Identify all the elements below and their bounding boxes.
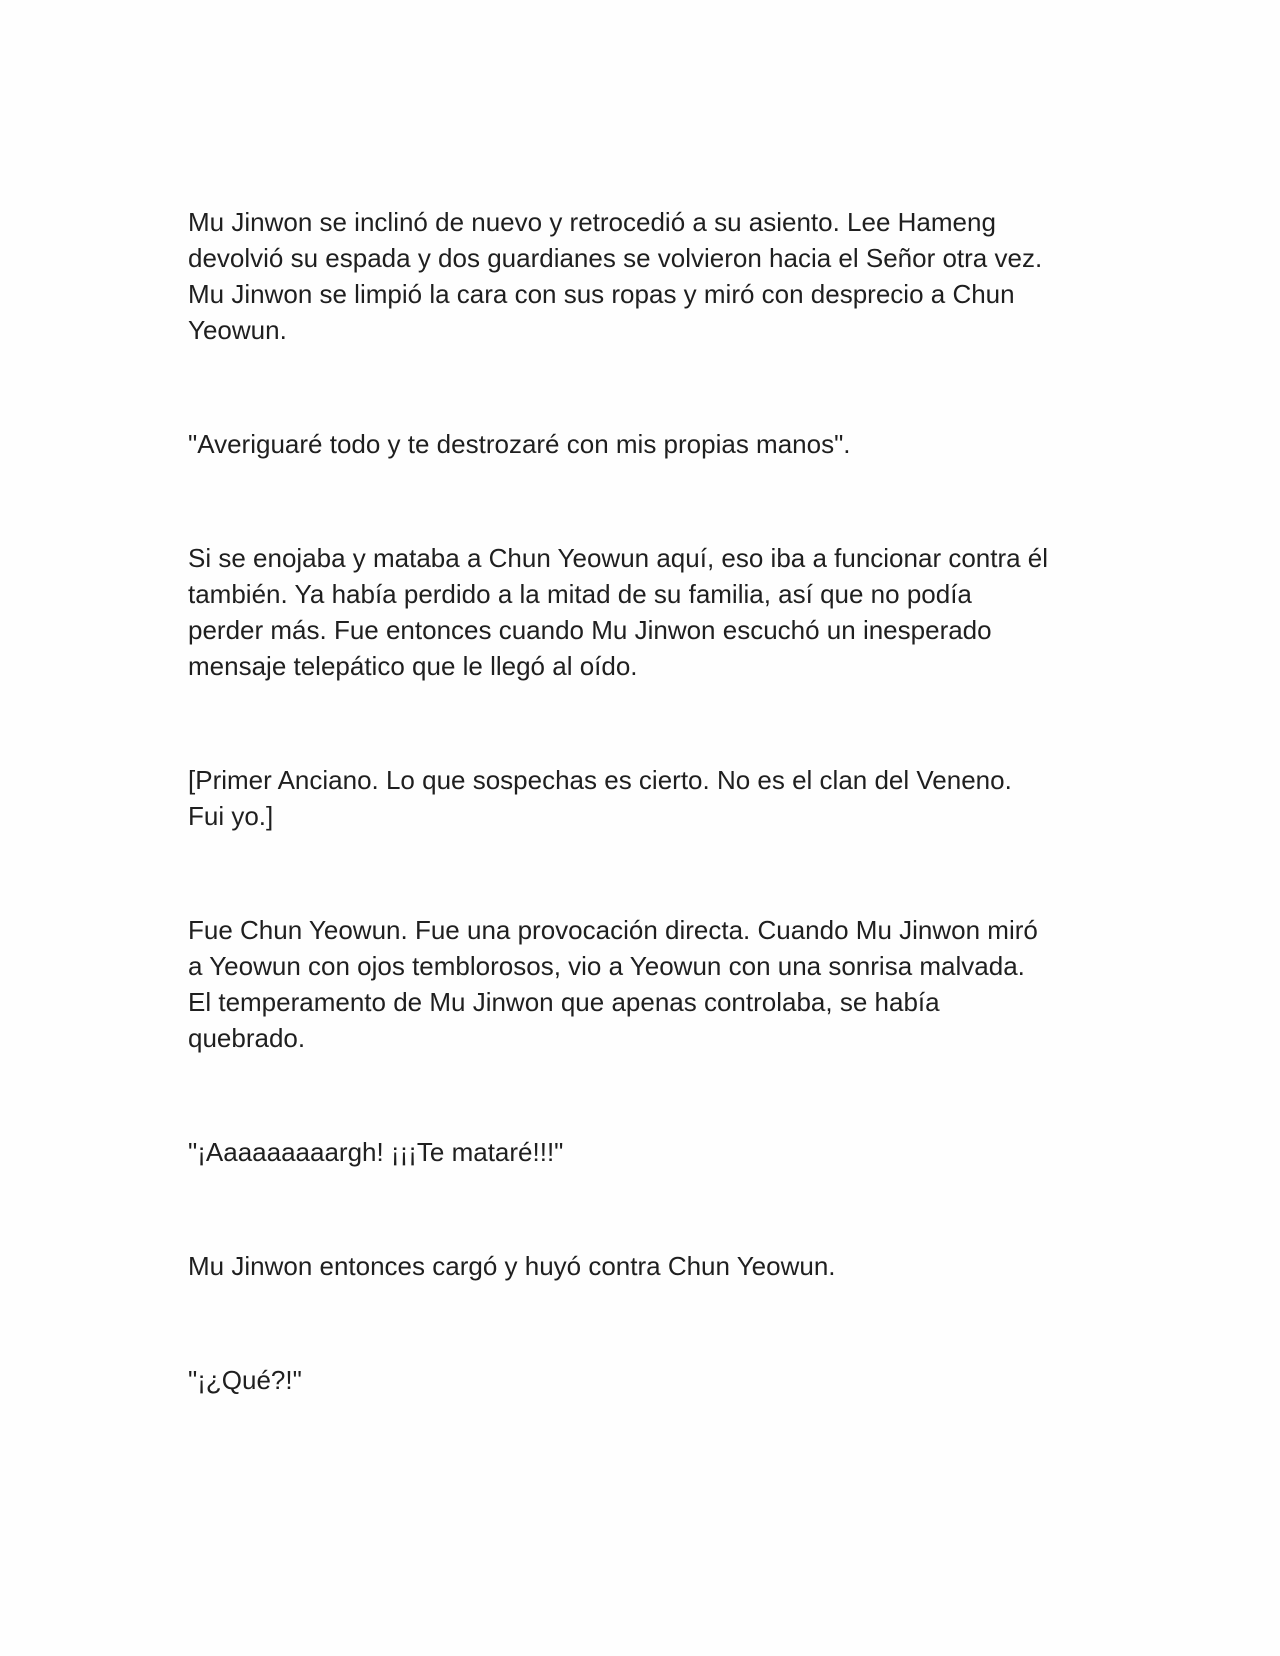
paragraph-5: Fue Chun Yeowun. Fue una provocación directa. Cuando Mu Jinwon miró a Yeowun con ojos temblorosos, vio a Yeowun con una sonrisa malvada. El temperamento de Mu Jinwon que apenas controlaba, se había quebrado. (188, 915, 1038, 1053)
paragraph-spacer (188, 834, 1108, 912)
paragraph-1: Mu Jinwon se inclinó de nuevo y retrocedió a su asiento. Lee Hameng devolvió su espada y dos guardianes se volvieron hacia el Señor otra vez. Mu Jinwon se limpió la cara con sus ropas y miró con desprecio a Chun Yeowun. (188, 207, 1043, 345)
paragraph-spacer (188, 1284, 1108, 1362)
paragraph-spacer (188, 1170, 1108, 1248)
paragraph-spacer (188, 1056, 1108, 1134)
paragraph-6: "¡Aaaaaaaaargh! ¡¡¡Te mataré!!!" (188, 1137, 564, 1167)
paragraph-7: Mu Jinwon entonces cargó y huyó contra Chun Yeowun. (188, 1251, 836, 1281)
paragraph-3: Si se enojaba y mataba a Chun Yeowun aquí, eso iba a funcionar contra él también. Ya había perdido a la mitad de su familia, así que no podía perder más. Fue entonces cuando Mu Jinwon escuchó un inesperado mensaje telepático que le llegó al oído. (188, 543, 1049, 681)
paragraph-8: "¡¿Qué?!" (188, 1365, 302, 1395)
paragraph-2: "Averiguaré todo y te destrozaré con mis propias manos". (188, 429, 851, 459)
document-body (188, 204, 1108, 1398)
paragraph-4: [Primer Anciano. Lo que sospechas es cierto. No es el clan del Veneno. Fui yo.] (188, 765, 1012, 831)
paragraph-spacer (188, 462, 1108, 540)
paragraph-spacer (188, 684, 1108, 762)
paragraph-spacer (188, 348, 1108, 426)
